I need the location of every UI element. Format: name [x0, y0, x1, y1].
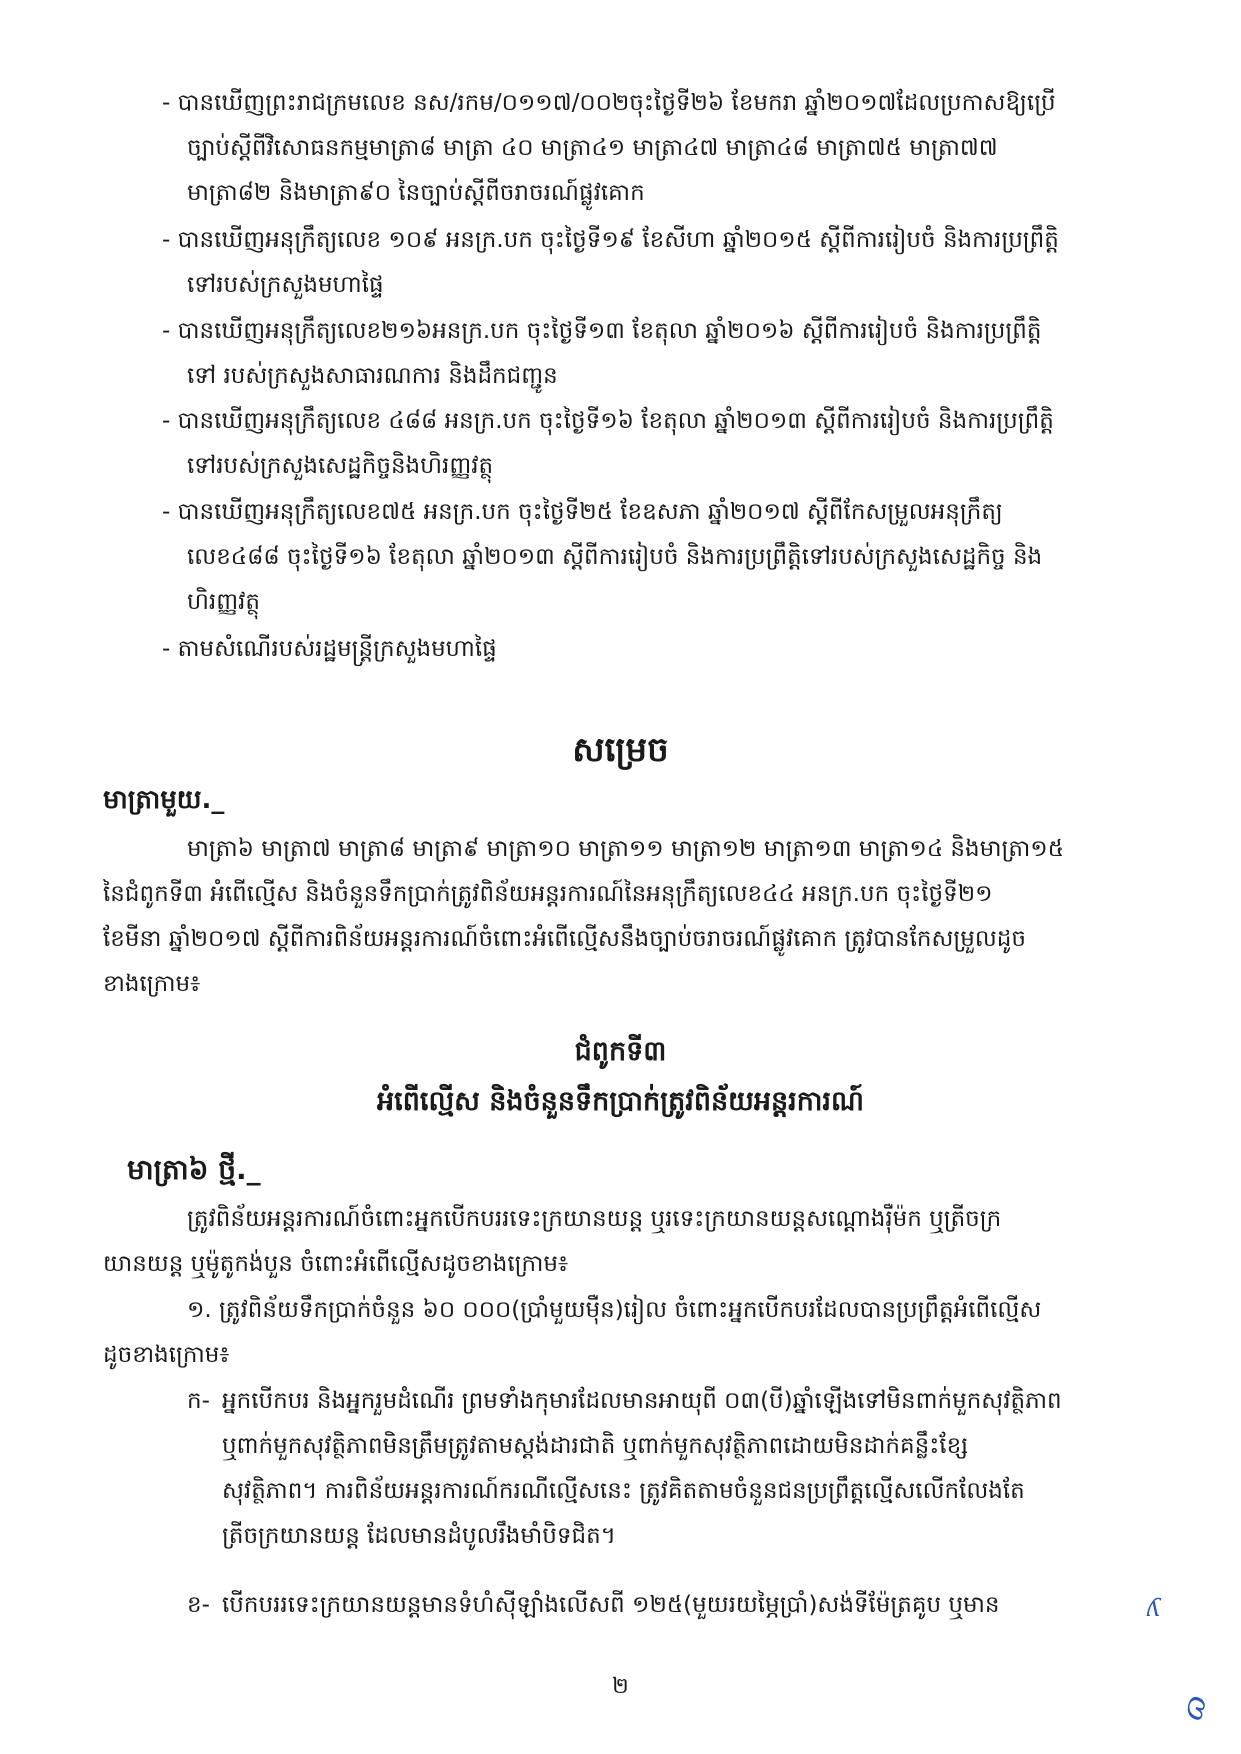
- chapter-number: ជំពូកទី៣: [574, 1036, 667, 1067]
- article-6-intro-line-2: យានយន្ត ឬម៉ូតូកង់បួន ចំពោះអំពើល្មើសដូចខាងក្រោម៖: [103, 1251, 569, 1277]
- article-1-line-3: ខែមីនា ឆ្នាំ២០១៧ ស្តីពីការពិន័យអន្តរការណ៍ចំពោះអំពើល្មើសនឹងច្បាប់ចរាចរណ៍ផ្លូវគោក ត្រូវបានកែសម្រួលដូច: [103, 926, 1026, 952]
- article-6-title: មាត្រា៦ ថ្មី._: [127, 1153, 261, 1186]
- sub-item-kha-marker: ខ-: [187, 1592, 210, 1618]
- sub-item-ka-marker: ក-: [187, 1388, 210, 1414]
- article-1-line-4: ខាងក្រោម៖: [103, 971, 201, 997]
- handwritten-initial-signature: ɷ: [1174, 1691, 1215, 1724]
- article-6-point-1-line-1: ១. ត្រូវពិន័យទឹកប្រាក់ចំនួន ៦០ ០០០(ប្រាំមួយម៉ឺន)រៀល ចំពោះអ្នកបើកបរដែលបានប្រព្រឹត្តអំពើល្មើស: [187, 1297, 1042, 1323]
- preamble-bullet-5-line-2: លេខ៤៨៨ ចុះថ្ងៃទី១៦ ខែតុលា ឆ្នាំ២០១៣ ស្តីពីការរៀបចំ និងការប្រព្រឹត្តិទៅរបស់ក្រសួងសេដ្ឋកិច្ច និង: [187, 544, 1043, 570]
- preamble-bullet-6-line-1: - តាមសំណើរបស់រដ្ឋមន្ត្រីក្រសួងមហាផ្ទៃ: [162, 636, 497, 662]
- page-number: ២: [612, 1674, 629, 1699]
- sub-item-ka-line-1: អ្នកបើកបរ និងអ្នករួមដំណើរ ព្រមទាំងកុមារដែលមានអាយុពី ០៣(បី)ឆ្នាំឡើងទៅមិនពាក់មួកសុវត្ថិភាព: [222, 1388, 1062, 1414]
- preamble-bullet-2-line-2: ទៅរបស់ក្រសួងមហាផ្ទៃ: [187, 272, 384, 298]
- preamble-bullet-1-line-2: ច្បាប់ស្តីពីវិសោធនកម្មមាត្រា៨ មាត្រា ៤០ មាត្រា៤១ មាត្រា៤៧ មាត្រា៤៨ មាត្រា៧៥ មាត្រា៧៧: [187, 135, 998, 161]
- handwritten-initial-mark: ʎ: [1147, 1594, 1161, 1622]
- article-6-point-1-line-2: ដូចខាងក្រោម៖: [103, 1342, 230, 1368]
- article-1-line-2: នៃជំពូកទី៣ អំពើល្មើស និងចំនួនទឹកប្រាក់ត្រូវពិន័យអន្តរការណ៍នៃអនុក្រឹត្យលេខ៤៤ អនក្រ.បក ចុះថ្ងៃទី២១: [103, 881, 993, 907]
- sub-item-ka-line-3: សុវត្ថិភាព។ ការពិន័យអន្តរការណ៍ករណីល្មើសនេះ ត្រូវគិតតាមចំនួនជនប្រព្រឹត្តល្មើសលើកលែងតែ: [222, 1478, 1025, 1504]
- preamble-bullet-4-line-1: - បានឃើញអនុក្រឹត្យលេខ ៤៨៨ អនក្រ.បក ចុះថ្ងៃទី១៦ ខែតុលា ឆ្នាំ២០១៣ ស្តីពីការរៀបចំ និងការប្រព្រឹត្តិ: [162, 408, 1054, 434]
- preamble-bullet-3-line-1: - បានឃើញអនុក្រឹត្យលេខ២១៦អនក្រ.បក ចុះថ្ងៃទី១៣ ខែតុលា ឆ្នាំ២០១៦ ស្តីពីការរៀបចំ និងការប្រព្រឹត្តិ: [162, 318, 1042, 344]
- preamble-bullet-1-line-1: - បានឃើញព្រះរាជក្រមលេខ នស/រកម/០១១៧/០០២ចុះថ្ងៃទី២៦ ខែមករា ឆ្នាំ២០១៧ដែលប្រកាសឱ្យប្រើ: [162, 90, 1056, 116]
- preamble-bullet-5-line-1: - បានឃើញអនុក្រឹត្យលេខ៧៥ អនក្រ.បក ចុះថ្ងៃទី២៥ ខែឧសភា ឆ្នាំ២០១៧ ស្តីពីកែសម្រួលអនុក្រឹត្យ: [162, 499, 1003, 525]
- preamble-bullet-1-line-3: មាត្រា៨២ និងមាត្រា៩០ នៃច្បាប់ស្តីពីចរាចរណ៍ផ្លូវគោក: [187, 180, 645, 206]
- article-6-intro-line-1: ត្រូវពិន័យអន្តរការណ៍ចំពោះអ្នកបើកបររទេះក្រយានយន្ត ឬរទេះក្រយានយន្តសណ្តោងរ៉ឺម៉ក ឬត្រីចក្រ: [187, 1206, 1002, 1232]
- preamble-bullet-4-line-2: ទៅរបស់ក្រសួងសេដ្ឋកិច្ចនិងហិរញ្ញវត្ថុ: [187, 453, 494, 479]
- article-1-line-1: មាត្រា៦ មាត្រា៧ មាត្រា៨ មាត្រា៩ មាត្រា១០ មាត្រា១១ មាត្រា១២ មាត្រា១៣ មាត្រា១៤ និងមាត្រា១៥: [187, 836, 1064, 862]
- sub-item-ka-line-2: ឬពាក់មួកសុវត្ថិភាពមិនត្រឹមត្រូវតាមស្តង់ដារជាតិ ឬពាក់មួកសុវត្ថិភាពដោយមិនដាក់គន្លឹះខ្សែ: [222, 1433, 969, 1459]
- sub-item-ka-line-4: ត្រីចក្រយានយន្ត ដែលមានដំបូលរឹងមាំបិទជិត។: [222, 1523, 616, 1549]
- preamble-bullet-5-line-3: ហិរញ្ញវត្ថុ: [187, 589, 260, 615]
- preamble-bullet-3-line-2: ទៅ របស់ក្រសួងសាធារណការ និងដឹកជញ្ជូន: [187, 363, 558, 389]
- decision-heading: សម្រេច: [572, 730, 669, 770]
- article-1-title: មាត្រាមួយ._: [103, 785, 225, 815]
- sub-item-kha-line-1: បើកបររទេះក្រយានយន្តមានទំហំស៊ីឡាំងលើសពី ១២៥(មួយរយម្ភៃប្រាំ)សង់ទីម៉ែត្រគូប ឬមាន: [222, 1592, 1000, 1618]
- chapter-title: អំពើល្មើស និងចំនួនទឹកប្រាក់ត្រូវពិន័យអន្តរការណ៍: [377, 1086, 864, 1117]
- preamble-bullet-2-line-1: - បានឃើញអនុក្រឹត្យលេខ ១០៩ អនក្រ.បក ចុះថ្ងៃទី១៩ ខែសីហា ឆ្នាំ២០១៥ ស្តីពីការរៀបចំ និងការប្រព្រឹត្តិ: [162, 227, 1059, 253]
